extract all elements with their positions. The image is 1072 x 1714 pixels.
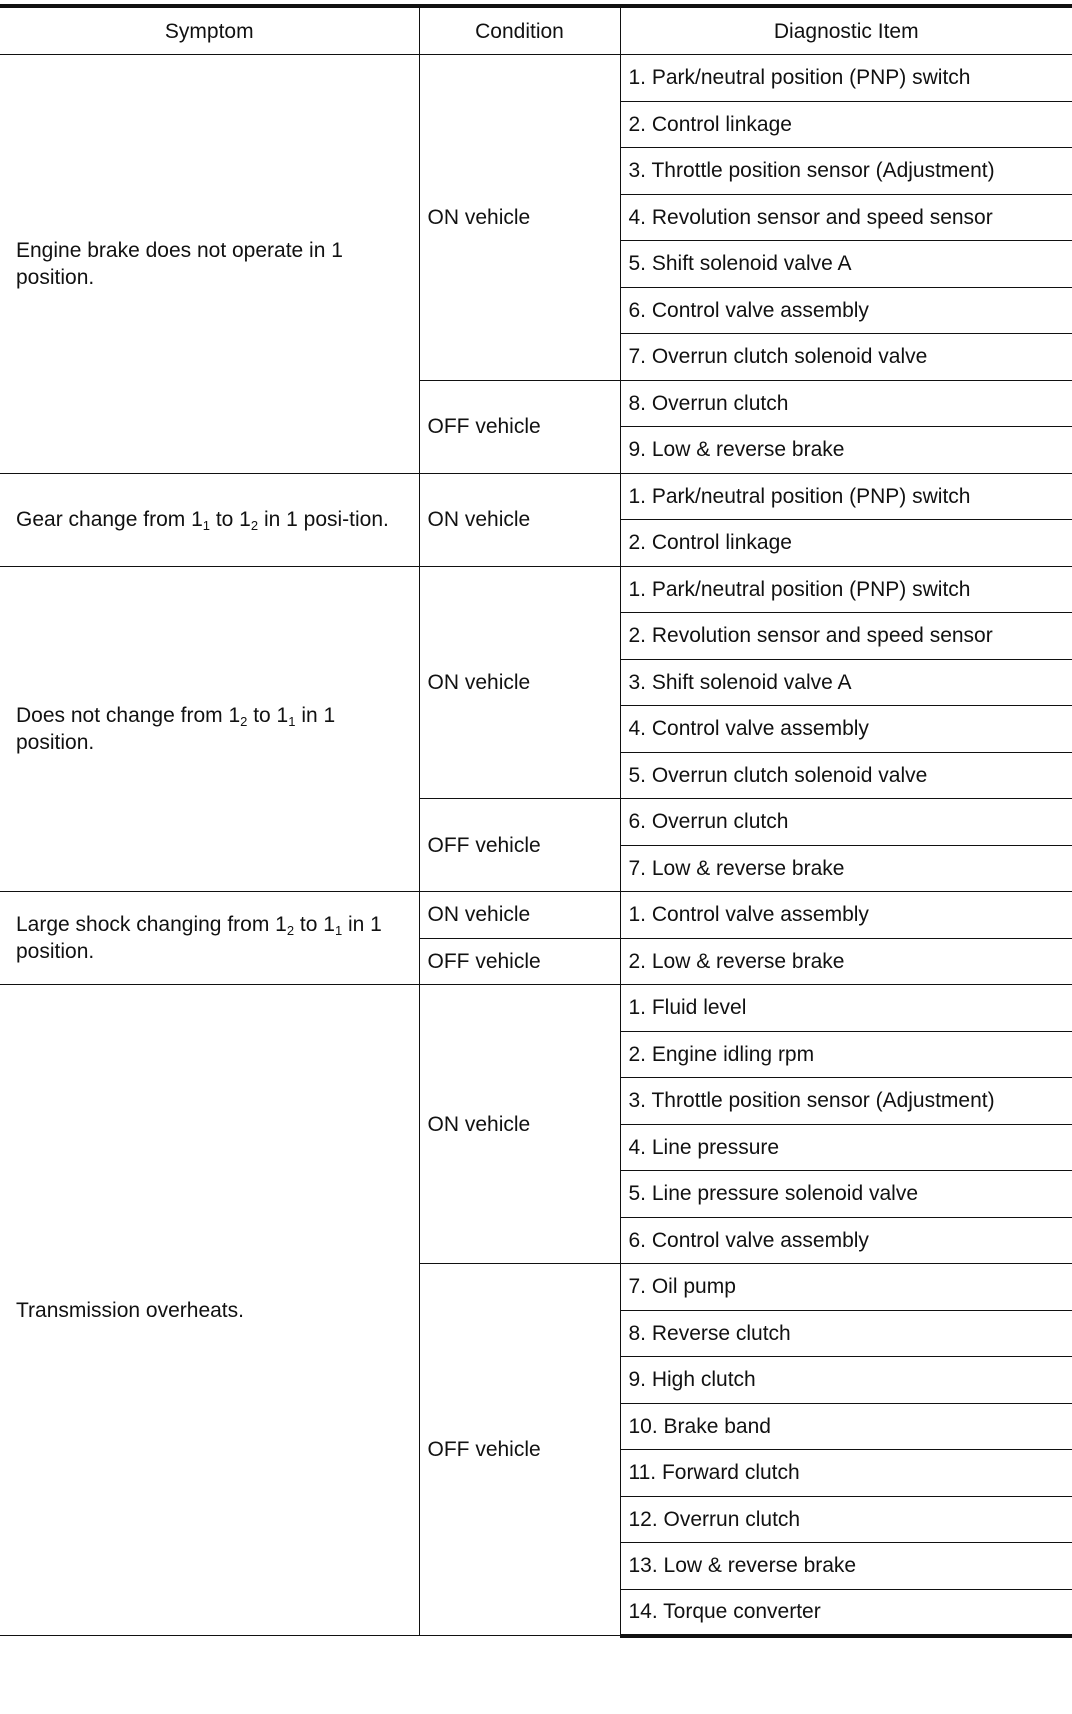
table-row [0,55,1072,102]
condition-cell: ON vehicle [419,892,620,939]
diagnostic-item-cell: 6. Control valve assembly [620,287,1072,334]
symptom-text: to 1 [247,703,289,727]
header-diagnostic-item: Diagnostic Item [620,6,1072,55]
diagnostic-item-cell: 1. Park/neutral position (PNP) switch [620,473,1072,520]
condition-cell: OFF vehicle [419,799,620,892]
header-row [0,6,1072,55]
condition-cell: OFF vehicle [419,380,620,473]
diagnostic-item-cell: 11. Forward clutch [620,1450,1072,1497]
diagnostic-item-cell: 10. Brake band [620,1403,1072,1450]
diagnostic-item-cell: 8. Overrun clutch [620,380,1072,427]
diagnostic-item-cell: 6. Overrun clutch [620,799,1072,846]
diagnostic-item-cell: 1. Park/neutral position (PNP) switch [620,566,1072,613]
symptom-cell [0,55,419,474]
symptom-text: Large shock changing from 1 [16,913,287,936]
diagnostic-item-cell: 5. Overrun clutch solenoid valve [620,752,1072,799]
diagnostic-item-cell: 4. Line pressure [620,1124,1072,1171]
subscript: 1 [334,923,343,938]
diagnostic-item-cell: 3. Shift solenoid valve A [620,659,1072,706]
condition-cell: ON vehicle [419,566,620,799]
subscript: 1 [202,518,210,533]
diagnostic-table [0,4,1072,1638]
header-condition: Condition [419,6,620,55]
diagnostic-item-cell: 5. Shift solenoid valve A [620,241,1072,288]
symptom-cell [0,473,419,566]
diagnostic-item-cell: 13. Low & reverse brake [620,1543,1072,1590]
table-body [0,55,1072,1636]
condition-cell: OFF vehicle [419,938,620,985]
diagnostic-item-cell: 4. Revolution sensor and speed sensor [620,194,1072,241]
subscript: 2 [286,923,295,938]
diagnostic-item-cell: 2. Low & reverse brake [620,938,1072,985]
symptom-text: to 1 [210,508,251,531]
diagnostic-item-cell: 14. Torque converter [620,1589,1072,1636]
diagnostic-item-cell: 7. Oil pump [620,1264,1072,1311]
symptom-text: Engine brake does not operate in 1 position. [16,238,343,289]
diagnostic-item-cell: 7. Overrun clutch solenoid valve [620,334,1072,381]
diagnostic-item-cell: 2. Control linkage [620,520,1072,567]
condition-cell: ON vehicle [419,55,620,381]
table-row [0,892,1072,939]
symptom-text: to 1 [294,913,335,936]
subscript: 1 [288,713,296,729]
diagnostic-item-cell: 9. Low & reverse brake [620,427,1072,474]
symptom-text: Gear change from 1 [16,508,203,531]
symptom-text: Transmission overheats. [16,1298,244,1322]
diagnostic-item-cell: 6. Control valve assembly [620,1217,1072,1264]
condition-cell: ON vehicle [419,473,620,566]
condition-cell: ON vehicle [419,985,620,1264]
diagnostic-item-cell: 2. Revolution sensor and speed sensor [620,613,1072,660]
diagnostic-item-cell: 1. Park/neutral position (PNP) switch [620,55,1072,102]
table-row [0,985,1072,1032]
diagnostic-item-cell: 12. Overrun clutch [620,1496,1072,1543]
diagnostic-item-cell: 4. Control valve assembly [620,706,1072,753]
symptom-text: in 1 position. [16,703,336,754]
table-row [0,473,1072,520]
table-row [0,566,1072,613]
diagnostic-item-cell: 7. Low & reverse brake [620,845,1072,892]
symptom-cell [0,892,419,985]
subscript: 2 [250,518,259,533]
subscript: 2 [240,713,248,729]
symptom-text: in 1 position. [16,913,382,963]
symptom-text: in 1 posi-tion. [258,508,389,531]
condition-cell: OFF vehicle [419,1264,620,1636]
diagnostic-item-cell: 1. Control valve assembly [620,892,1072,939]
header-symptom: Symptom [0,6,419,55]
diagnostic-item-cell: 8. Reverse clutch [620,1310,1072,1357]
symptom-cell [0,566,419,892]
diagnostic-item-cell: 2. Engine idling rpm [620,1031,1072,1078]
diagnostic-item-cell: 1. Fluid level [620,985,1072,1032]
diagnostic-item-cell: 2. Control linkage [620,101,1072,148]
diagnostic-item-cell: 3. Throttle position sensor (Adjustment) [620,148,1072,195]
diagnostic-item-cell: 5. Line pressure solenoid valve [620,1171,1072,1218]
symptom-cell [0,985,419,1636]
diagnostic-item-cell: 3. Throttle position sensor (Adjustment) [620,1078,1072,1125]
symptom-text: Does not change from 1 [16,703,241,727]
diagnostic-item-cell: 9. High clutch [620,1357,1072,1404]
